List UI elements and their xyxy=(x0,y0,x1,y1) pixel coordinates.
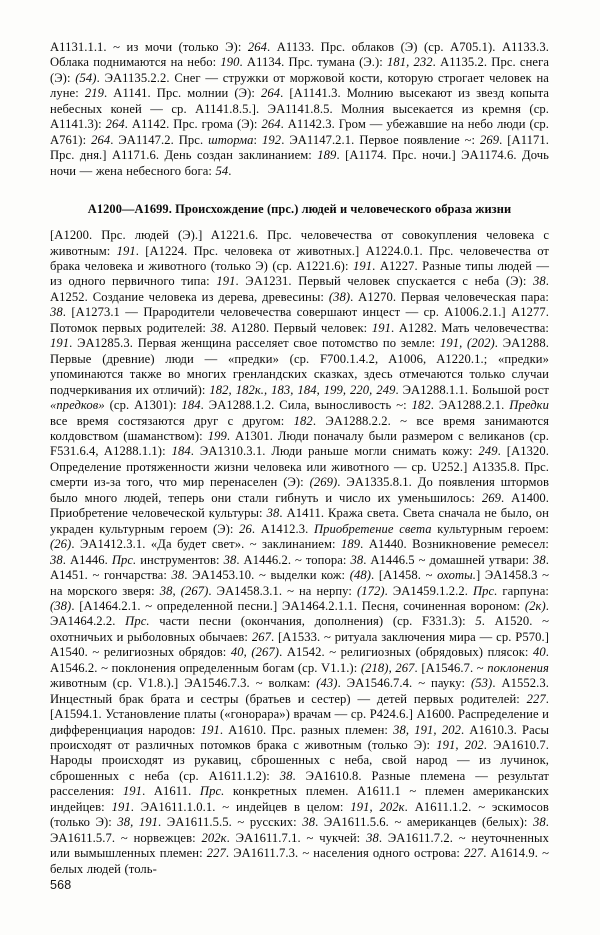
page-reference: 199 xyxy=(207,428,227,443)
entry-text: . ЭA1335.8.1. До появления штормов было много людей, теперь они стали гибнуть и число их уменьшилось: xyxy=(50,475,549,505)
entry-text: . A1270. Первая человеческая пара: xyxy=(350,289,550,304)
page-reference: (54) xyxy=(75,70,97,85)
page-reference: 38 xyxy=(350,552,364,567)
page-reference: 227 xyxy=(464,846,484,861)
page-reference: 38 xyxy=(210,320,224,335)
entry-text: . ЭA1231. Первый человек спускается с неба (Э): xyxy=(235,274,533,289)
page-reference: 38 xyxy=(533,274,546,289)
page-reference: 26 xyxy=(239,521,252,536)
page-reference: 227 xyxy=(206,846,226,861)
page-reference: 38 xyxy=(171,568,185,583)
entry-paragraph-a1131 xyxy=(50,40,549,179)
entry-text: (ср. A1301): xyxy=(104,398,182,413)
page-reference: Прс. xyxy=(472,583,498,598)
entry-text: . A1446.2. ~ топора: xyxy=(236,552,351,567)
entry-text: . A1520. ~ охотничьих и рыболовных обычаев: xyxy=(50,614,550,644)
entry-text: . ЭA1412.3.1. «Да будет свет». ~ заклинанием: xyxy=(71,537,342,552)
page-reference: Прс. xyxy=(111,552,137,567)
page-reference: (53) xyxy=(471,676,493,691)
page-reference: 269 xyxy=(479,132,500,147)
text-column xyxy=(50,40,549,877)
page-reference: 191 xyxy=(371,320,392,335)
page-reference: 189 xyxy=(341,537,361,552)
page-reference: 269 xyxy=(481,490,501,505)
page-reference: 38 xyxy=(279,768,293,783)
page-reference: 38 xyxy=(302,815,316,830)
page-reference: 182 xyxy=(411,398,431,413)
page-reference: (269) xyxy=(309,475,338,490)
entry-text: . A1546.2. ~ поклонения определенным богам (ср. V1.1.): xyxy=(50,645,549,675)
entry-text: . ЭA1288.1.2. Сила, выносливость ~: xyxy=(200,398,412,413)
entry-text: гарпуна: xyxy=(497,583,549,598)
entry-text: . A1142. Прс. грома (Э): xyxy=(124,117,262,132)
page-reference: 38 xyxy=(366,830,379,845)
page-reference: 227 xyxy=(526,691,546,706)
page-reference: (38) xyxy=(328,289,351,304)
entry-text: . A1227. Разные типы людей — из одного первичного типа: xyxy=(50,258,550,289)
entry-text: . A1280. Первый человек: xyxy=(223,320,372,335)
page-reference: 40, (267) xyxy=(230,645,280,660)
entry-text: . A1301. Люди поначалу были размером с великанов (ср. F531.6.4, A1288.1.1): xyxy=(50,428,549,459)
page-reference: (38) xyxy=(50,598,72,613)
entry-text: . ЭA1611.5.7. ~ норвежцев: xyxy=(50,815,549,845)
entry-text: . A1252. Создание человека из дерева, древесины: xyxy=(50,274,549,304)
entry-text: . A1133. Прс. облаков (Э) (ср. A705.1). A1133.3. Облака поднимаются на небо: xyxy=(50,40,549,70)
page-reference: 38 xyxy=(50,552,63,567)
entry-text: . A1451. ~ гончарства: xyxy=(50,552,549,583)
entry-text: . ЭA1288.2.2. ~ все время занимаются колдовством (шаманством): xyxy=(50,413,549,443)
entry-text: . [A1174. Прс. ночи.] ЭA1174.6. Дочь ночи — жена небесного бога: xyxy=(50,148,549,178)
entry-text: . A1610.3. Расы происходят от различных потомков брака с животным (только Э): xyxy=(50,722,549,753)
entry-text: . A1400. Приобретение человеческой культуры: xyxy=(50,490,549,521)
page-reference: (2к) xyxy=(524,598,546,613)
entry-text: . A1610. Прс. разных племен: xyxy=(219,722,394,737)
entry-text: . ЭA1611.7.2. ~ неуточненных или вымышленных племен: xyxy=(50,830,549,861)
page-reference: 38, (267) xyxy=(159,583,209,598)
page-reference: 264 xyxy=(105,117,125,132)
entry-text: . ЭA1610.8. Разные племена — результат расселения: xyxy=(50,768,550,799)
page-reference: 191 xyxy=(216,274,236,289)
page-reference: (172) xyxy=(356,583,385,598)
page-reference: охоты. xyxy=(437,568,476,583)
entry-text: . ЭA1610.7. Народы происходят из рукавиц, сброшенных с неба, свой народ — из лучинок, сброшенных с неба (ср. A1611.1.2): xyxy=(50,738,549,783)
entry-text: части песни (окончания, дополнения) (ср. F331.3): xyxy=(149,614,476,629)
page-reference: 189 xyxy=(317,148,337,163)
entry-text: животным (ср. V1.8.).] ЭA1546.7.3. ~ волкам: xyxy=(50,676,317,691)
entry-text: ] ЭA1458.3 ~ на морского зверя: xyxy=(50,568,550,598)
page-reference: (43) xyxy=(316,676,338,691)
entry-text: . A1552.3. Инцестный брак брата и сестры (братьев и сестер) — детей первых родителей: xyxy=(50,676,549,706)
entry-text: . ЭA1546.7.4. ~ пауку: xyxy=(337,676,471,691)
entry-text: . A1135.2. Прс. снега (Э): xyxy=(50,55,549,85)
entry-text: . ЭA1288. Первые (древние) люди — «предки» (ср. F700.1.4.2, A1006, A1220.1.; «предки» упоминаются также во многих гренландских сказках, здесь отмечаются только случаи подчеркивания их отличий): xyxy=(50,336,549,397)
page-reference: 191, 202 xyxy=(436,738,484,753)
page-reference: 38 xyxy=(50,305,63,320)
entry-text: . ЭA1611.7.1. ~ чукчей: xyxy=(226,830,367,845)
page-reference: 38 xyxy=(533,552,546,567)
page-reference: 181, 232 xyxy=(387,55,433,70)
entry-text: . [A1458. ~ xyxy=(371,568,438,583)
entry-text: . [A1533. ~ ритуала заключения мира — ср. P570.] A1540. ~ религиозных обрядов: xyxy=(50,629,549,660)
entry-text: . ЭA1453.10. ~ выделки кож: xyxy=(184,568,350,583)
page-reference: 191 xyxy=(200,722,220,737)
entry-text: . ЭA1310.3.1. Люди раньше могли снимать кожу: xyxy=(190,444,479,459)
entry-text: A1131.1.1. ~ из мочи (только Э): xyxy=(50,40,248,54)
page-reference: 264 xyxy=(260,86,281,101)
entry-text: . A1611.1.2. ~ эскимосов (только Э): xyxy=(50,799,549,830)
section-heading-wrapper xyxy=(50,201,549,217)
entry-text: культурным героем: xyxy=(431,521,550,536)
page-reference: 38 xyxy=(533,815,546,830)
entry-text: . A1141. Прс. молнии (Э): xyxy=(104,86,261,101)
page-reference: 202к xyxy=(201,830,227,845)
page-reference: 184 xyxy=(181,398,201,413)
entry-text: . A1142.3. Гром — убежавшие на небо люди (ср. A761): xyxy=(50,117,549,147)
page-reference: 38 xyxy=(266,506,280,521)
page-reference: 184 xyxy=(171,444,191,459)
page-reference: 182, 182к., 183, 184, 199, 220, 249 xyxy=(209,382,396,397)
page-reference: (218), 267 xyxy=(360,660,415,675)
entry-text: . A1446.5 ~ домашней утвари: xyxy=(363,552,533,567)
entry-text: . ЭA1611.5.5. ~ русских: xyxy=(158,815,303,830)
page-reference: 191, 202к xyxy=(350,799,405,814)
entry-text: . [A1273.1 — Прародители человечества совершают инцест — ср. A1006.2.1.] A1277. Потомок первых родителей: xyxy=(50,305,549,335)
entry-text: . A1412.3. xyxy=(251,521,314,536)
page-reference: 267 xyxy=(251,629,271,644)
page-reference: шторма xyxy=(208,132,254,147)
page-reference: 191 xyxy=(116,243,136,258)
entry-text: . ЭA1147.2.1. Первое появление ~: xyxy=(281,132,480,147)
entry-text: . [A1464.2.1. ~ определенной песни.] ЭA1464.2.1.1. Песня, сочиненная вороном: xyxy=(71,598,525,613)
page-reference: 191 xyxy=(50,336,70,351)
entry-text: . ЭA1135.2.2. Снег — стружки от моржовой кости, которую строгает человек на луне: xyxy=(50,70,549,101)
page-reference: 191, (202) xyxy=(439,336,495,351)
page-reference: 249 xyxy=(478,444,498,459)
entry-text: . [A1224. Прс. человека от животных.] A1224.0.1. Прс. человечества от брака человека и животного (только Э) (ср. A1221.6): xyxy=(50,243,549,273)
page-reference: (26) xyxy=(50,537,72,552)
entry-text: . [A1594.1. Установление платы («гонорара») врачам — ср. P424.6.] A1600. Распределение и дифференциация народов: xyxy=(50,691,549,737)
entry-text: . ЭA1458.3.1. ~ на нерпу: xyxy=(208,583,357,598)
entry-text: : xyxy=(253,132,263,147)
entry-text: . A1411. Кража света. Света сначала не было, он украден культурным героем (Э): xyxy=(50,506,549,536)
entry-text: . ЭA1464.2.2. xyxy=(50,598,549,629)
entry-text: конкретных племен. A1611.1 ~ племен американских индейцев: xyxy=(50,784,549,814)
entry-text: [A1200. Прс. людей (Э).] A1221.6. Прс. человечества от совокупления человека с животным: xyxy=(50,228,549,258)
section-heading-a1200-a1699: A1200—A1699. Происхождение (прс.) людей и человеческого образа жизни xyxy=(87,202,512,217)
page-number: 568 xyxy=(50,878,72,892)
page-reference: 264 xyxy=(247,40,268,54)
entry-text: . A1134. Прс. тумана (Э.): xyxy=(239,55,387,70)
entry-text: . A1614.9. ~ белых людей (толь- xyxy=(50,846,549,876)
entry-text: . ЭA1611.5.6. ~ американцев (белых): xyxy=(315,815,533,830)
entry-text: . A1542. ~ религиозных (обрядовых) плясок: xyxy=(279,645,533,660)
page-reference: 182 xyxy=(293,413,313,428)
page-reference: 264 xyxy=(261,117,281,132)
entry-text: . ЭA1285.3. Первая женщина расселяет свое потомство по земле: xyxy=(69,336,440,351)
page-reference: 191 xyxy=(111,799,131,814)
entry-text: . A1282. Мать человечества: xyxy=(391,320,549,335)
page-reference: 191 xyxy=(122,784,143,799)
page-reference: Приобретение света xyxy=(313,521,432,536)
entry-text: . A1440. Возникновение ремесел: xyxy=(360,537,549,552)
page-reference: Прс. xyxy=(125,614,150,629)
page-reference: 38 xyxy=(223,552,237,567)
entry-text: . [A1546.7. ~ xyxy=(414,660,488,675)
entry-text: . [A1171. Прс. дня.] A1171.6. День создан заклинанием: xyxy=(50,132,549,163)
entry-text: . xyxy=(228,163,232,178)
page-reference: 38, 191 xyxy=(117,815,159,830)
entry-text: . ЭA1288.1.1. Большой рост xyxy=(395,382,550,397)
page-reference: 190 xyxy=(220,55,240,70)
page-reference: 5 xyxy=(475,614,482,629)
entry-text: . ЭA1611.1.0.1. ~ индейцев в целом: xyxy=(130,799,351,814)
page-reference: 192 xyxy=(262,132,282,147)
entry-text: . A1611. xyxy=(142,784,200,799)
entry-text: . [A1320. Определение протяженности жизни человека или животного — ср. U252.] A1335.8. Прс. смерти из-за того, что мир перенаселен (Э): xyxy=(50,444,549,490)
entry-text: все время состязаются друг с другом: xyxy=(50,413,294,428)
entry-text: . ЭA1147.2. Прс. xyxy=(110,132,209,147)
page-reference: «предков» xyxy=(50,398,105,413)
page-reference: (48) xyxy=(349,568,372,583)
entry-text: . ЭA1288.2.1. xyxy=(430,398,510,413)
entry-text: . ЭA1611.7.3. ~ населения одного острова: xyxy=(225,846,465,861)
page-reference: 54 xyxy=(215,163,229,178)
page-reference: 191 xyxy=(353,258,373,273)
page-reference: Предки xyxy=(509,398,549,413)
entry-text: инструментов: xyxy=(136,552,224,567)
entry-text: . [A1141.3. Молнию высекают из звезд копыта небесных коней — ср. A1141.8.5.]. ЭA1141.8.5. Молния высекается из кремня (ср. A1141.3): xyxy=(50,86,549,132)
page-reference: 219 xyxy=(84,86,104,101)
page-reference: Прс. xyxy=(199,784,225,799)
entry-text: . ЭA1459.1.2.2. xyxy=(384,583,473,598)
page-reference: 40 xyxy=(533,645,546,660)
entry-text: . A1446. xyxy=(62,552,112,567)
page-reference: 38, 191, 202 xyxy=(393,722,461,737)
page-reference: 264 xyxy=(91,132,111,147)
entry-paragraph-a1200 xyxy=(50,228,549,877)
page-reference: поклонения xyxy=(487,660,549,675)
